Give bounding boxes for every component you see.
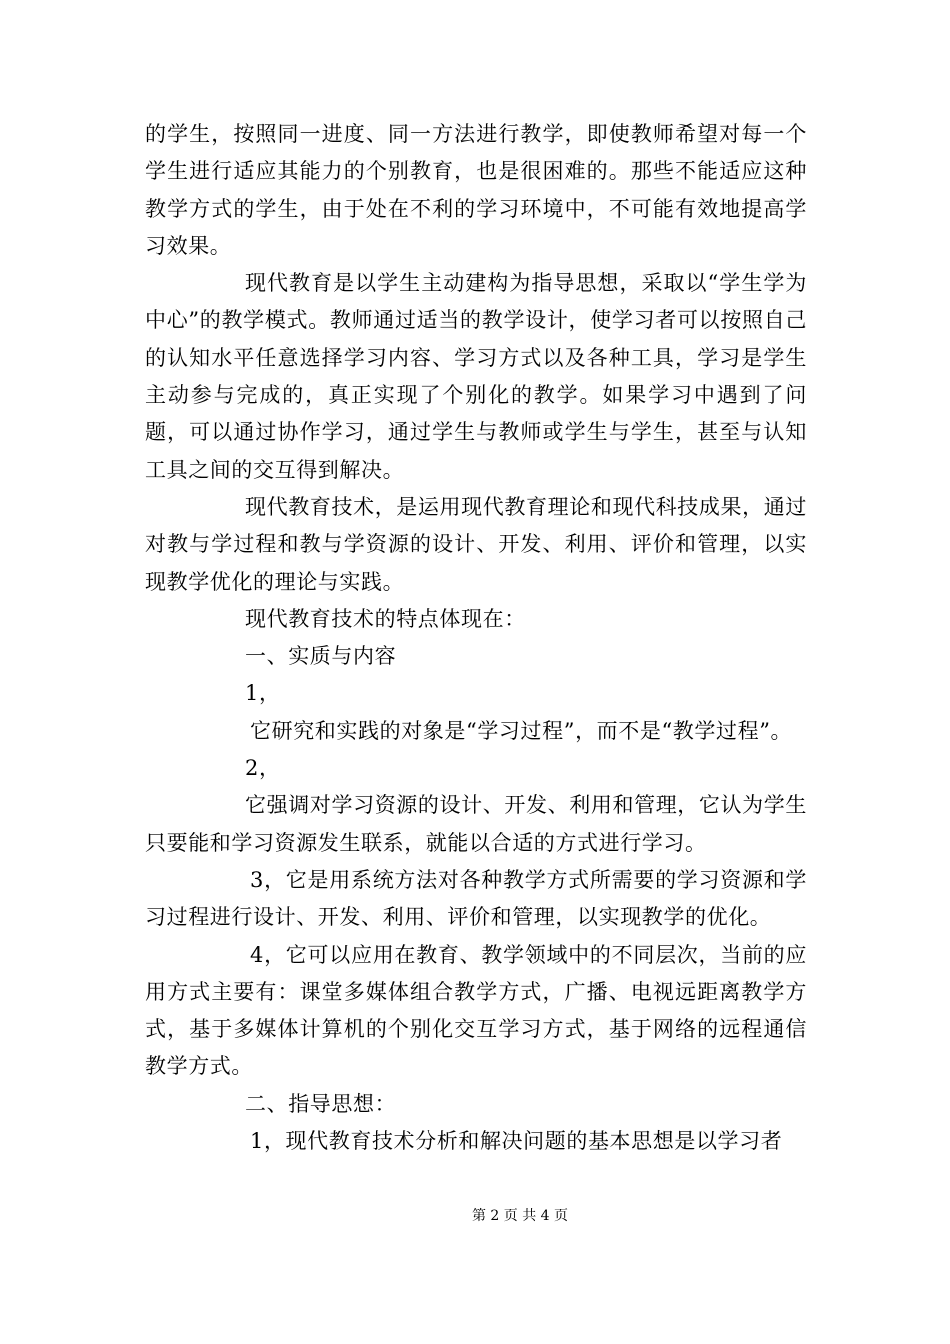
paragraph-modern-education: 现代教育是以学生主动建构为指导思想，采取以“学生学为中心”的教学模式。教师通过适当的教学设计，使学习者可以按照自己的认知水平任意选择学习内容、学习方式以及各种工具，学习是学生主动参与完成的，真正实现了个别化的教学。如果学习中遇到了问题，可以通过协作学习，通过学生与教师或学生与学生，甚至与认知工具之间的交互得到解决。 [145,271,807,482]
list-number-2: 2， [245,756,281,781]
list-item-1: 它研究和实践的对象是“学习过程”，而不是“教学过程”。 [250,718,793,743]
paragraph-features-intro: 现代教育技术的特点体现在： [245,606,526,631]
list-number-1: 1， [245,681,281,706]
list-item-2: 它强调对学习资源的设计、开发、利用和管理，它认为学生只要能和学习资源发生联系，就能以合适的方式进行学习。 [145,793,807,855]
list-item-4: 4，它可以应用在教育、教学领域中的不同层次，当前的应用方式主要有：课堂多媒体组合教学方式，广播、电视远距离教学方式，基于多媒体计算机的个别化交互学习方式，基于网络的远程通信教学方式。 [145,942,807,1079]
list-item-guiding-1: 1，现代教育技术分析和解决问题的基本思想是以学习者 [250,1129,783,1154]
paragraph-definition: 现代教育技术，是运用现代教育理论和现代科技成果，通过对教与学过程和教与学资源的设计、开发、利用、评价和管理，以实现教学优化的理论与实践。 [145,494,807,594]
section-heading-guiding-idea: 二、指导思想： [245,1091,397,1116]
list-item-3: 3，它是用系统方法对各种教学方式所需要的学习资源和学习过程进行设计、开发、利用、评价和管理，以实现教学的优化。 [145,867,807,930]
section-heading-essence: 一、实质与内容 [245,644,397,669]
paragraph-continuation: 的学生，按照同一进度、同一方法进行教学，即使教师希望对每一个学生进行适应其能力的个别教育，也是很困难的。那些不能适应这种教学方式的学生，由于处在不利的学习环境中，不可能有效地提高学习效果。 [145,122,807,258]
page-number-footer: 第 2 页 共 4 页 [471,1208,569,1224]
body-text [145,116,807,1160]
